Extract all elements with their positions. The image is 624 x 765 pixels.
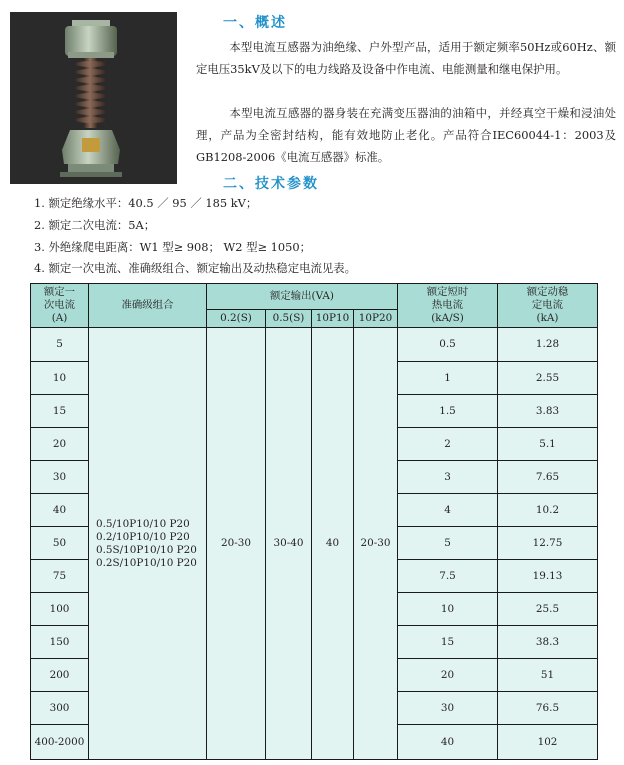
cell-primary-current: 40 [31, 494, 89, 527]
cell-dynamic-current: 102 [498, 725, 598, 760]
cell-thermal-current: 1.5 [398, 395, 498, 428]
header-output-10p20: 10P20 [354, 310, 398, 328]
cell-primary-current: 100 [31, 593, 89, 626]
cell-output-0-5s: 30-40 [266, 328, 312, 760]
cell-thermal-current: 20 [398, 659, 498, 692]
spec-item-creepage-distance: 3. 外绝缘爬电距离：W1 型≥ 908； W2 型≥ 1050； [34, 240, 312, 254]
cell-primary-current: 400-2000 [31, 725, 89, 760]
cell-dynamic-current: 5.1 [498, 428, 598, 461]
cell-thermal-current: 7.5 [398, 560, 498, 593]
spec-item-table-reference: 4. 额定一次电流、准确级组合、额定输出及动热稳定电流见表。 [34, 261, 357, 275]
cell-output-0-2s: 20-30 [207, 328, 266, 760]
overview-paragraph-2 [196, 102, 616, 168]
section-title-technical-parameters: 二、技术参数 [223, 176, 319, 192]
cell-primary-current: 30 [31, 461, 89, 494]
cell-accuracy-combos [89, 328, 207, 760]
cell-thermal-current: 15 [398, 626, 498, 659]
spec-item-secondary-current: 2. 额定二次电流：5A； [34, 218, 156, 232]
cell-primary-current: 200 [31, 659, 89, 692]
cell-dynamic-current: 25.5 [498, 593, 598, 626]
cell-dynamic-current: 7.65 [498, 461, 598, 494]
header-primary-current: 额定一 次电流 (A) [31, 284, 89, 328]
cell-thermal-current: 2 [398, 428, 498, 461]
cell-thermal-current: 3 [398, 461, 498, 494]
header-output-0-2s: 0.2(S) [207, 310, 266, 328]
product-photo [10, 12, 177, 184]
accuracy-combo-line: 0.2/10P10/10 P20 [96, 530, 190, 543]
cell-primary-current: 50 [31, 527, 89, 560]
cell-primary-current: 5 [31, 328, 89, 362]
cell-dynamic-current: 51 [498, 659, 598, 692]
accuracy-combo-line: 0.5S/10P10/10 P20 [96, 543, 197, 556]
header-thermal-current: 额定短时 热电流 (kA/S) [398, 284, 498, 328]
cell-dynamic-current: 2.55 [498, 362, 598, 395]
cell-thermal-current: 30 [398, 692, 498, 725]
cell-thermal-current: 5 [398, 527, 498, 560]
cell-dynamic-current: 19.13 [498, 560, 598, 593]
cell-primary-current: 20 [31, 428, 89, 461]
accuracy-combo-line: 0.2S/10P10/10 P20 [96, 556, 197, 569]
cell-primary-current: 15 [31, 395, 89, 428]
cell-dynamic-current: 76.5 [498, 692, 598, 725]
cell-dynamic-current: 12.75 [498, 527, 598, 560]
cell-output-10p20: 20-30 [354, 328, 398, 760]
section-title-overview: 一、概述 [223, 15, 287, 31]
cell-dynamic-current: 38.3 [498, 626, 598, 659]
accuracy-combo-line: 0.5/10P10/10 P20 [96, 517, 190, 530]
cell-primary-current: 75 [31, 560, 89, 593]
cell-dynamic-current: 1.28 [498, 328, 598, 362]
cell-primary-current: 150 [31, 626, 89, 659]
cell-thermal-current: 1 [398, 362, 498, 395]
header-dynamic-current: 额定动稳 定电流 (kA) [498, 284, 598, 328]
cell-thermal-current: 40 [398, 725, 498, 760]
cell-dynamic-current: 10.2 [498, 494, 598, 527]
current-transformer-image [10, 12, 177, 184]
overview-text-2: 本型电流互感器的器身装在充满变压器油的油箱中，并经真空干燥和浸油处理，产品为全密封结构，能有效地防止老化。产品符合IEC60044-1：2003及GB1208-2006《电流互感器》标准。 [196, 106, 616, 164]
overview-text-1: 本型电流互感器为油绝缘、户外型产品，适用于额定频率50Hz或60Hz、额定电压35kV及以下的电力线路及设备中作电流、电能测量和继电保护用。 [196, 40, 616, 76]
table-row [31, 328, 598, 362]
parameters-table [30, 283, 598, 760]
header-accuracy-combo: 准确级组合 [89, 284, 207, 328]
spec-item-insulation-level: 1. 额定绝缘水平：40.5 ／ 95 ／ 185 kV； [34, 196, 258, 210]
cell-output-10p10: 40 [312, 328, 354, 760]
overview-paragraph-1 [196, 36, 616, 80]
cell-thermal-current: 10 [398, 593, 498, 626]
header-output-10p10: 10P10 [312, 310, 354, 328]
cell-thermal-current: 4 [398, 494, 498, 527]
header-output-0-5s: 0.5(S) [266, 310, 312, 328]
cell-primary-current: 300 [31, 692, 89, 725]
header-rated-output: 额定输出(VA) [207, 284, 398, 310]
cell-thermal-current: 0.5 [398, 328, 498, 362]
cell-primary-current: 10 [31, 362, 89, 395]
cell-dynamic-current: 3.83 [498, 395, 598, 428]
